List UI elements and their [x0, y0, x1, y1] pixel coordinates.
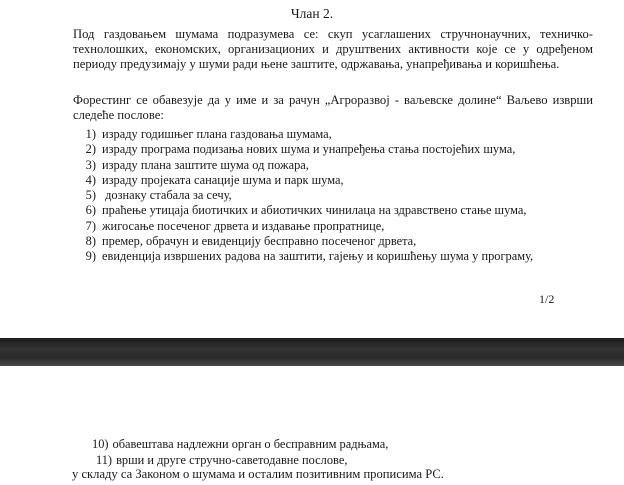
duties-list — [76, 127, 533, 265]
list-item: 10) обавештава надлежни орган о бесправним радњама, — [92, 437, 389, 451]
article-title: Члан 2. — [290, 6, 334, 21]
list-item: 5) дознаку стабала за сечу, — [85, 188, 232, 203]
page-number: 1/2 — [539, 292, 555, 306]
list-item: 2) израду програма подизања нових шума и унапређења стања постојећих шума, — [85, 142, 516, 157]
list-item: 9) евиденција извршених радова на заштити, гајењу и коришћењу шума у програму, — [85, 249, 534, 264]
list-item: 3) израду плана заштите шума од пожара, — [85, 157, 309, 172]
list-item: 6) праћење утицаја биотичких и абиотичких чинилаца на здравствено стање шума, — [85, 203, 527, 218]
list-item: 11) врши и друге стручно-саветодавне послове, — [96, 452, 348, 467]
page-separator — [0, 338, 624, 366]
list-item: 8) премер, обрачун и евиденцију бесправно посеченог дрвета, — [85, 234, 417, 249]
list-item: 4) израду пројеката санације шума и парк шума, — [85, 172, 344, 187]
definition-paragraph: Под газдовањем шумама подразумева се: скуп усаглашених стручнонаучних, техничко-технолошких, економских, организационих и друштвених активности које се у одређеном периоду предузимају у шуми ради њене заштите, одржавања, унапређивања и коришћења. — [73, 27, 593, 72]
closing-sentence: у складу са Законом о шумама и осталим позитивним прописима РС. — [72, 467, 444, 481]
duties-list-continued — [92, 437, 388, 469]
list-item: 1) израду годишњег плана газдовања шумама, — [85, 127, 332, 141]
obligation-paragraph: Форестинг се обавезује да у име и за рачун „Агроразвој - ваљевске долине“ Ваљево изврши следеће послове: — [73, 93, 593, 123]
list-item: 7) жигосање посеченог дрвета и издавање пропратнице, — [85, 218, 385, 233]
